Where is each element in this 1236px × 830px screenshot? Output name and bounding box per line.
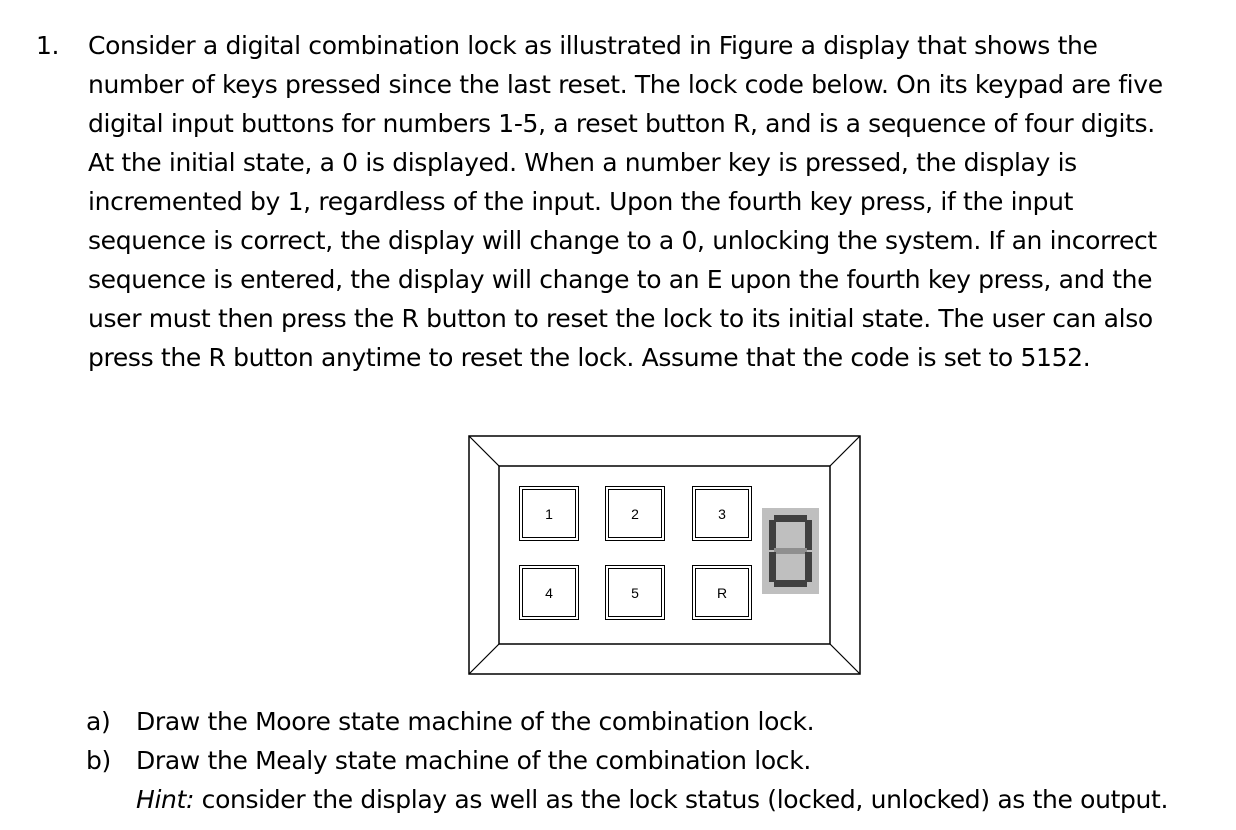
segment-lower-left	[769, 552, 776, 582]
segment-bottom	[774, 580, 807, 587]
segment-middle	[774, 548, 807, 554]
problem-line: At the initial state, a 0 is displayed. When a number key is pressed, the display is	[88, 148, 1077, 177]
problem-line: number of keys pressed since the last reset. The lock code below. On its keypad are five	[88, 70, 1163, 99]
segment-lower-right	[805, 552, 812, 582]
problem-statement	[88, 26, 1226, 377]
segment-upper-left	[769, 520, 776, 550]
seven-segment-digit-icon	[762, 508, 819, 594]
hint-label: Hint:	[136, 785, 195, 814]
question-parts	[86, 702, 1232, 819]
problem-line: press the R button anytime to reset the lock. Assume that the code is set to 5152.	[88, 343, 1091, 372]
problem-line: sequence is entered, the display will change to an E upon the fourth key press, and the	[88, 265, 1153, 294]
part-a	[86, 702, 1232, 741]
combination-lock-figure	[468, 435, 862, 675]
segment-upper-right	[805, 520, 812, 550]
key-5-button: 5	[608, 568, 662, 617]
key-2-button: 2	[608, 489, 662, 538]
hint-text: consider the display as well as the lock status (locked, unlocked) as the output.	[194, 785, 1169, 814]
part-text: Draw the Moore state machine of the combination lock.	[136, 707, 815, 736]
part-label: a)	[86, 707, 111, 736]
problem-line: Consider a digital combination lock as illustrated in Figure a display that shows the	[88, 31, 1098, 60]
part-b	[86, 741, 1232, 780]
problem-line: sequence is correct, the display will change to a 0, unlocking the system. If an incorrect	[88, 226, 1157, 255]
segment-top	[774, 515, 807, 522]
part-text: Draw the Mealy state machine of the combination lock.	[136, 746, 811, 775]
key-3-button: 3	[695, 489, 749, 538]
problem-number: 1.	[36, 31, 60, 60]
hint	[86, 780, 1232, 819]
part-label: b)	[86, 746, 111, 775]
problem-line: digital input buttons for numbers 1-5, a reset button R, and is a sequence of four digits.	[88, 109, 1155, 138]
key-4-button: 4	[522, 568, 576, 617]
problem-line: user must then press the R button to reset the lock to its initial state. The user can also	[88, 304, 1153, 333]
problem-line: incremented by 1, regardless of the input. Upon the fourth key press, if the input	[88, 187, 1074, 216]
key-r-button: R	[695, 568, 749, 617]
key-1-button: 1	[522, 489, 576, 538]
seven-segment-display	[762, 508, 819, 594]
